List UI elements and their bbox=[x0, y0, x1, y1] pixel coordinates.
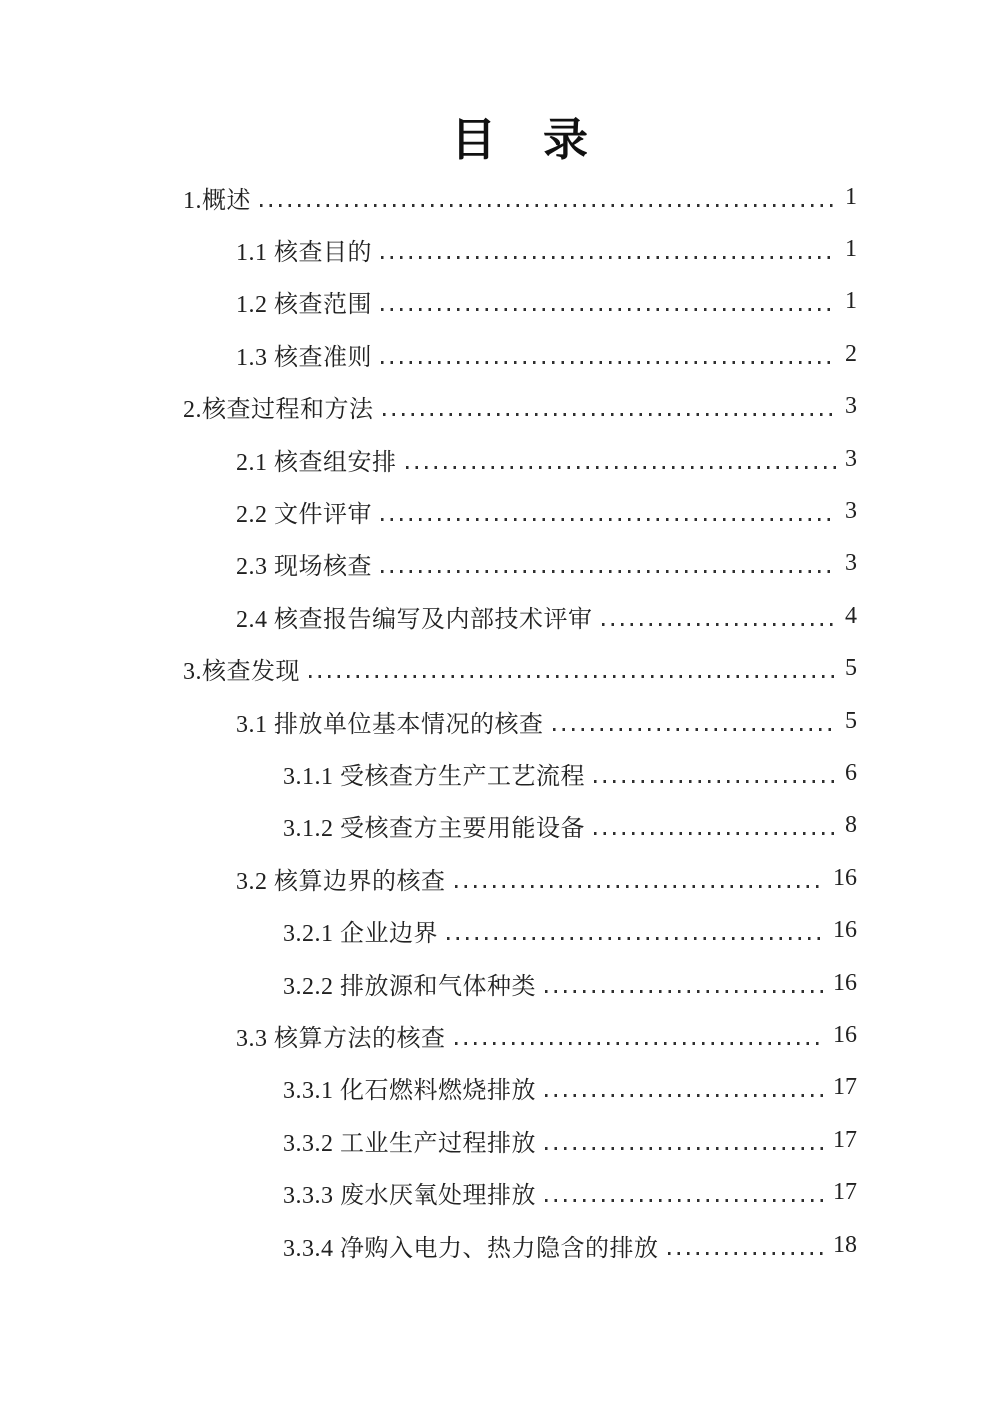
toc-dot-leader bbox=[381, 570, 836, 573]
toc-dot-leader bbox=[602, 623, 837, 626]
toc-dot-leader bbox=[455, 1042, 825, 1045]
toc-entry[interactable] bbox=[183, 171, 857, 223]
toc-entry[interactable] bbox=[183, 1009, 857, 1061]
toc-dot-leader bbox=[455, 885, 825, 888]
toc-entry-label: 1.概述 bbox=[183, 187, 251, 214]
toc-entry-page-number: 17 bbox=[833, 1179, 857, 1206]
toc-entry-label: 2.4 核查报告编写及内部技术评审 bbox=[236, 606, 593, 633]
toc-entry-page-number: 16 bbox=[833, 864, 857, 891]
toc-entry[interactable] bbox=[183, 695, 857, 747]
toc-entry-label: 3.3.4 净购入电力、热力隐含的排放 bbox=[283, 1235, 659, 1262]
toc-dot-leader bbox=[545, 990, 824, 993]
toc-entry[interactable] bbox=[183, 381, 857, 433]
toc-entry-page-number: 5 bbox=[845, 655, 857, 682]
toc-dot-leader bbox=[260, 204, 836, 207]
toc-entry-page-number: 4 bbox=[845, 602, 857, 629]
toc-entry[interactable] bbox=[183, 800, 857, 852]
toc-entry[interactable] bbox=[183, 485, 857, 537]
toc-entry[interactable] bbox=[183, 747, 857, 799]
toc-entry[interactable] bbox=[183, 1062, 857, 1114]
toc-dot-leader bbox=[381, 256, 836, 259]
toc-entry-label: 3.1 排放单位基本情况的核查 bbox=[236, 711, 544, 738]
toc-title: 目 录 bbox=[450, 115, 589, 165]
toc-entry-page-number: 16 bbox=[833, 1021, 857, 1048]
toc-entry[interactable] bbox=[183, 1114, 857, 1166]
toc-entry-label: 2.1 核查组安排 bbox=[236, 449, 397, 476]
toc-entry-page-number: 18 bbox=[833, 1231, 857, 1258]
toc-dot-leader bbox=[553, 728, 837, 731]
toc-dot-leader bbox=[447, 937, 824, 940]
toc-entry-page-number: 16 bbox=[833, 969, 857, 996]
toc-entry[interactable] bbox=[183, 957, 857, 1009]
toc-entry-label: 2.3 现场核查 bbox=[236, 554, 372, 581]
toc-entry[interactable] bbox=[183, 1166, 857, 1218]
toc-entry-page-number: 8 bbox=[845, 812, 857, 839]
toc-entry-page-number: 16 bbox=[833, 917, 857, 944]
toc-entry-label: 3.2.2 排放源和气体种类 bbox=[283, 973, 536, 1000]
toc-entry-page-number: 6 bbox=[845, 759, 857, 786]
toc-entry[interactable] bbox=[183, 590, 857, 642]
toc-entry[interactable] bbox=[183, 904, 857, 956]
toc-entry[interactable] bbox=[183, 852, 857, 904]
toc-entry-label: 1.3 核查准则 bbox=[236, 344, 372, 371]
toc-entry[interactable] bbox=[183, 433, 857, 485]
toc-dot-leader bbox=[594, 832, 836, 835]
toc-entry-page-number: 17 bbox=[833, 1126, 857, 1153]
toc-entry-label: 3.3.2 工业生产过程排放 bbox=[283, 1130, 536, 1157]
toc-entry-label: 2.核查过程和方法 bbox=[183, 397, 374, 424]
toc-dot-leader bbox=[545, 1199, 824, 1202]
toc-entry[interactable] bbox=[183, 223, 857, 275]
toc-dot-leader bbox=[309, 675, 836, 678]
toc-dot-leader bbox=[594, 780, 836, 783]
toc-dot-leader bbox=[545, 1147, 824, 1150]
toc-entry[interactable] bbox=[183, 276, 857, 328]
toc-entry-page-number: 17 bbox=[833, 1074, 857, 1101]
toc-entry-label: 3.2.1 企业边界 bbox=[283, 921, 438, 948]
toc-entry-page-number: 5 bbox=[845, 707, 857, 734]
toc-dot-leader bbox=[381, 308, 836, 311]
toc-entry-page-number: 1 bbox=[845, 288, 857, 315]
toc-entry[interactable] bbox=[183, 1219, 857, 1271]
toc-entry[interactable] bbox=[183, 643, 857, 695]
toc-dot-leader bbox=[406, 466, 837, 469]
toc-dot-leader bbox=[668, 1252, 825, 1255]
toc-dot-leader bbox=[545, 1094, 824, 1097]
toc-entry-page-number: 1 bbox=[845, 183, 857, 210]
toc-entry-label: 3.1.2 受核查方主要用能设备 bbox=[283, 816, 585, 843]
toc-entry-label: 2.2 文件评审 bbox=[236, 502, 372, 529]
toc-entry-page-number: 3 bbox=[845, 393, 857, 420]
toc-entry-label: 3.核查发现 bbox=[183, 659, 300, 686]
toc-entry-label: 3.3 核算方法的核查 bbox=[236, 1025, 446, 1052]
toc-entry-page-number: 2 bbox=[845, 340, 857, 367]
toc-dot-leader bbox=[381, 518, 836, 521]
toc-entry-label: 1.1 核查目的 bbox=[236, 240, 372, 267]
toc-entry-page-number: 3 bbox=[845, 498, 857, 525]
toc-entry-page-number: 3 bbox=[845, 445, 857, 472]
toc-entry-label: 3.2 核算边界的核查 bbox=[236, 868, 446, 895]
table-of-contents bbox=[183, 171, 857, 1271]
toc-entry-label: 3.3.1 化石燃料燃烧排放 bbox=[283, 1078, 536, 1105]
toc-entry-label: 1.2 核查范围 bbox=[236, 292, 372, 319]
toc-dot-leader bbox=[383, 413, 837, 416]
toc-entry[interactable] bbox=[183, 538, 857, 590]
toc-entry[interactable] bbox=[183, 328, 857, 380]
toc-entry-label: 3.1.1 受核查方生产工艺流程 bbox=[283, 763, 585, 790]
toc-dot-leader bbox=[381, 361, 836, 364]
toc-entry-page-number: 3 bbox=[845, 550, 857, 577]
toc-entry-label: 3.3.3 废水厌氧处理排放 bbox=[283, 1183, 536, 1210]
toc-entry-page-number: 1 bbox=[845, 236, 857, 263]
